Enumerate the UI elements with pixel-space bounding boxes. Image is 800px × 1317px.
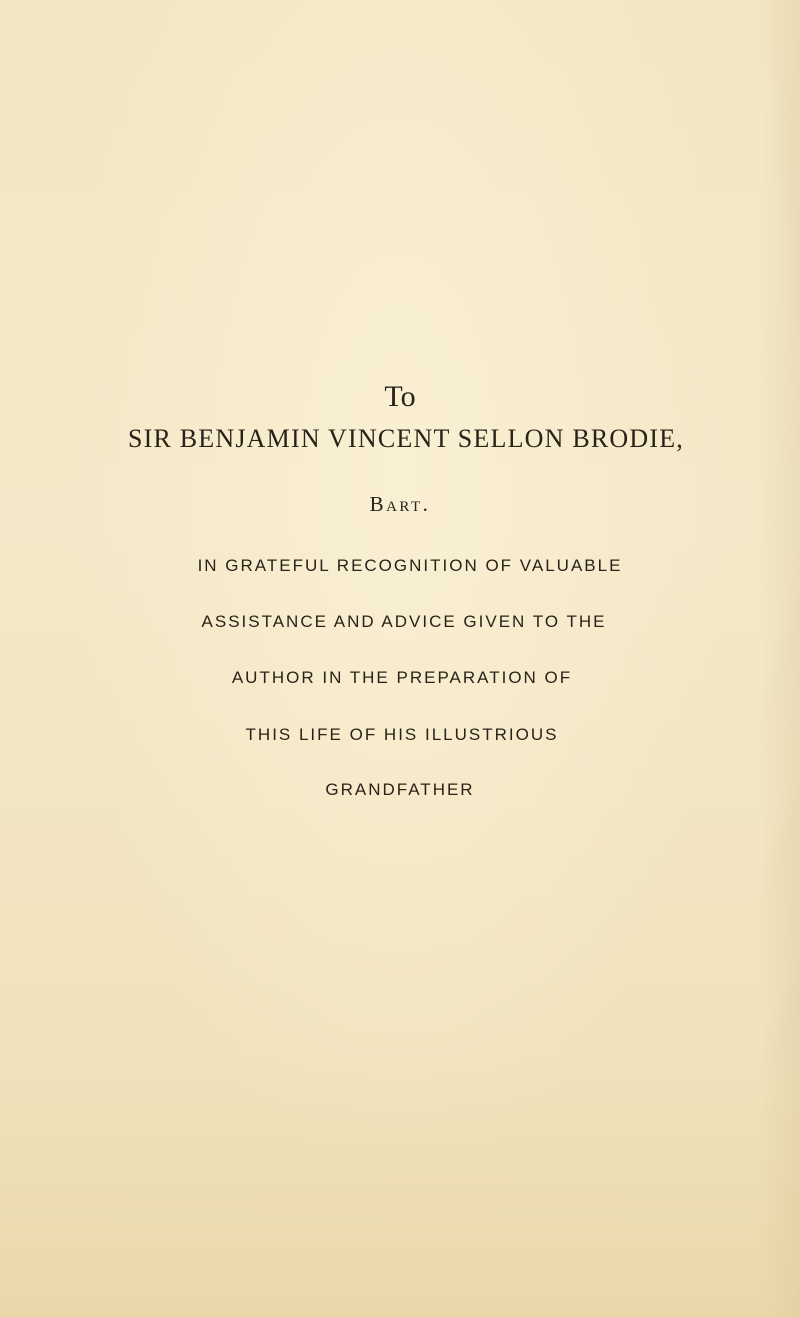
dedicatee-name: SIR BENJAMIN VINCENT SELLON BRODIE, [128,424,684,453]
dedication-text-line: GRANDFATHER [325,780,475,799]
dedication-text-line: AUTHOR IN THE PREPARATION OF [231,668,573,687]
dedication-to: To [384,380,416,413]
dedicatee-title: Bart. [369,492,431,516]
dedication-text-line: IN GRATEFUL RECOGNITION OF VALUABLE [197,556,623,575]
page-aging-stain [0,1057,800,1317]
dedication-text-line: THIS LIFE OF HIS ILLUSTRIOUS [245,725,559,744]
dedication-text-line: ASSISTANCE AND ADVICE GIVEN TO THE [201,612,607,631]
